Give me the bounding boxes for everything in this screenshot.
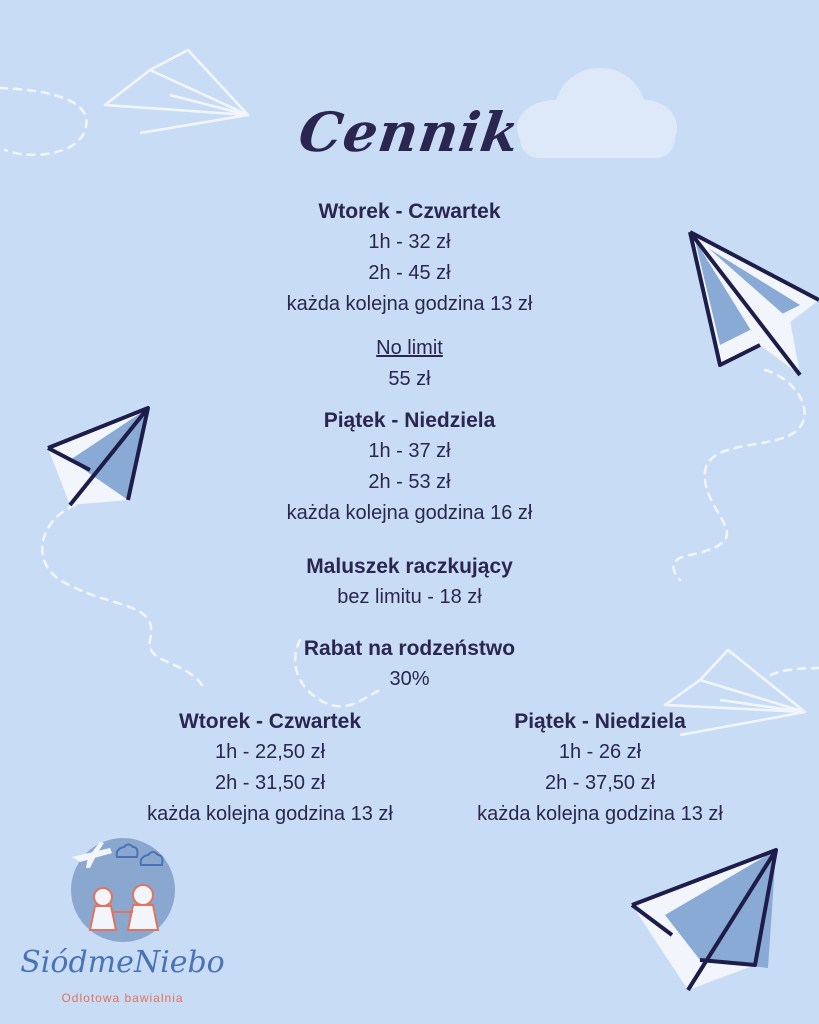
weekend-extra-hour: każda kolejna godzina 16 zł: [286, 502, 533, 524]
no-limit-price: 55 zł: [388, 368, 431, 390]
sibling-discount: 30%: [389, 668, 430, 690]
weekday-price-1h: 1h - 32 zł: [368, 231, 451, 253]
no-limit-heading: No limit: [376, 337, 443, 359]
weekend-price-1h: 1h - 37 zł: [368, 440, 451, 462]
sibling-section: [0, 633, 819, 695]
logo-emblem: [71, 838, 175, 942]
logo-name: SiódmeNiebo: [20, 945, 225, 980]
weekday-section: [0, 196, 819, 320]
sibling-weekday-price-2h: 2h - 31,50 zł: [214, 772, 326, 794]
sibling-weekday-extra-hour: każda kolejna godzina 13 zł: [147, 803, 393, 825]
weekday-heading: Wtorek - Czwartek: [318, 200, 501, 223]
weekend-heading: Piątek - Niedziela: [323, 409, 496, 432]
sibling-weekday-heading: Wtorek - Czwartek: [178, 710, 362, 733]
sibling-weekend-heading: Piątek - Niedziela: [514, 710, 686, 733]
logo-tagline: Odlotowa bawialnia: [61, 991, 184, 1005]
weekend-price-2h: 2h - 53 zł: [368, 471, 451, 493]
toddler-section: [0, 551, 819, 613]
weekend-section: [0, 405, 819, 529]
sibling-weekend-price-1h: 1h - 26 zł: [558, 741, 642, 763]
paper-plane-icon: [632, 850, 776, 990]
toddler-price: bez limitu - 18 zł: [337, 586, 482, 608]
toddler-heading: Maluszek raczkujący: [306, 555, 513, 578]
page-title: Cennik: [295, 100, 524, 164]
sibling-weekend-extra-hour: każda kolejna godzina 13 zł: [477, 803, 723, 825]
weekday-price-2h: 2h - 45 zł: [368, 262, 451, 284]
sibling-weekday-section: [120, 706, 420, 830]
no-limit-section: [0, 333, 819, 395]
sibling-weekend-price-2h: 2h - 37,50 zł: [544, 772, 656, 794]
sibling-weekday-price-1h: 1h - 22,50 zł: [214, 741, 326, 763]
sibling-weekend-section: [450, 706, 750, 830]
sibling-heading: Rabat na rodzeństwo: [303, 637, 516, 660]
weekday-extra-hour: każda kolejna godzina 13 zł: [286, 293, 533, 315]
